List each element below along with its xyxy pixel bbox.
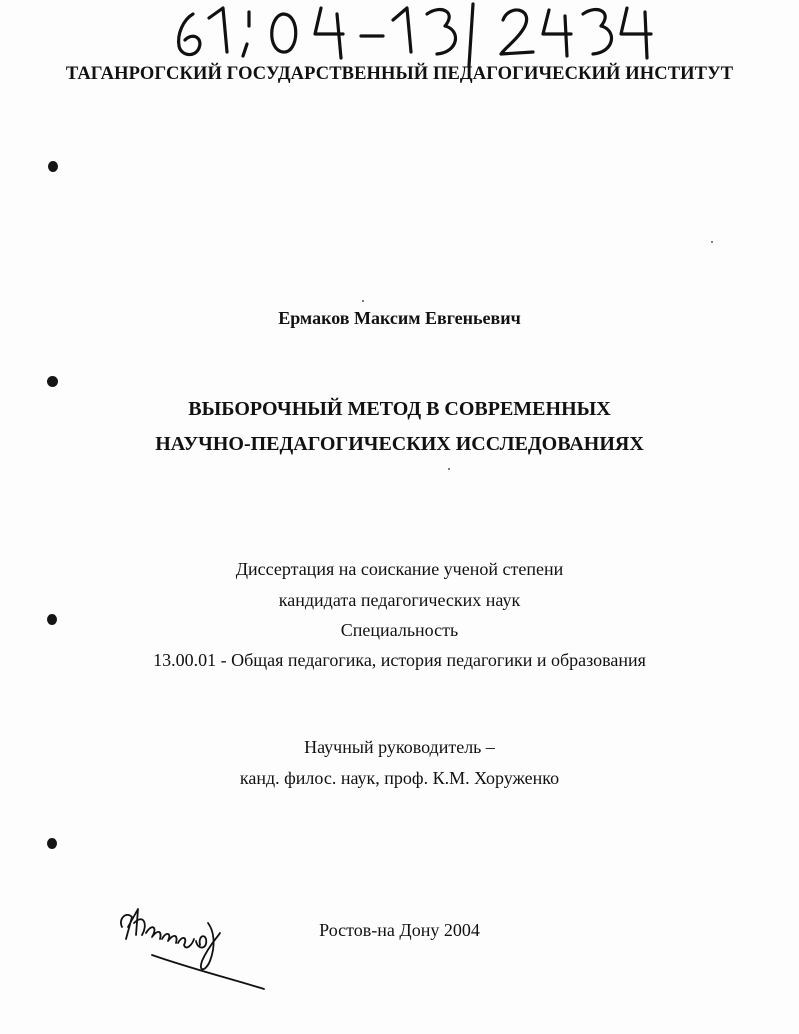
archive-number-handwriting: [165, 0, 665, 70]
author-name: Ермаков Максим Евгеньевич: [278, 308, 521, 328]
supervisor-line-2: канд. филос. наук, проф. К.М. Хоруженко: [239, 768, 560, 788]
degree-line-3: Специальность: [340, 620, 459, 640]
handwritten-archive-number: [165, 0, 665, 70]
binding-hole-mark: [48, 161, 58, 172]
binding-hole-mark: [47, 838, 57, 849]
archive-number-text: 61:04-13/2434: [165, 0, 171, 1]
scan-speck: [448, 468, 450, 470]
specialty-code-line: 13.00.01 - Общая педагогика, история педагогики и образования: [153, 650, 646, 670]
degree-line-2: кандидата педагогических наук: [278, 590, 521, 610]
dissertation-title-line-1: ВЫБОРОЧНЫЙ МЕТОД В СОВРЕМЕННЫХ: [188, 398, 611, 420]
supervisor-line-1: Научный руководитель –: [304, 737, 495, 757]
dissertation-title-line-2: НАУЧНО-ПЕДАГОГИЧЕСКИХ ИССЛЕДОВАНИЯХ: [155, 433, 644, 455]
scan-speck: [362, 300, 364, 302]
handwritten-signature: [112, 905, 282, 1000]
signature-drawing: [112, 905, 282, 1000]
binding-hole-mark: [47, 376, 58, 387]
place-and-year: Ростов-на Дону 2004: [319, 920, 480, 940]
scan-speck: [711, 241, 713, 243]
degree-line-1: Диссертация на соискание ученой степени: [235, 559, 564, 579]
institute-name: ТАГАНРОГСКИЙ ГОСУДАРСТВЕННЫЙ ПЕДАГОГИЧЕСКИЙ ИНСТИТУТ: [65, 64, 734, 84]
